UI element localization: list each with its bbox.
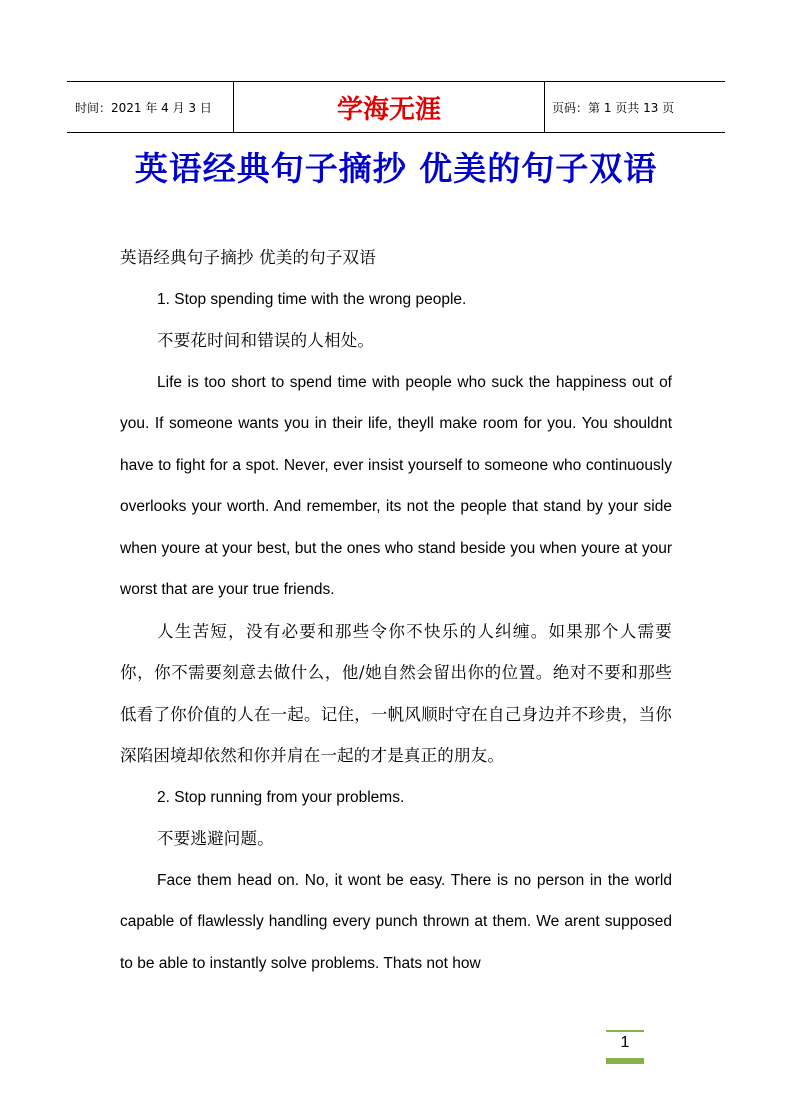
point-1-body: Life is too short to spend time with people who suck the happiness out of you. If someone wants you in their life, theyll make room for you. You shouldnt have to fight for a spot. Never, ever insist yourself to someone who continuously overlooks your worth. And remember, its not the people that stand by your side when youre at your best, but the ones who stand beside you when youre at your worst that are your true friends. (120, 373, 672, 598)
page-number-box (606, 1030, 644, 1065)
header-date: 时间：2021 年 4 月 3 日 (67, 82, 234, 132)
page-number-bottom-bar (606, 1058, 644, 1064)
point-2-translation: 不要逃避问题。 (157, 829, 274, 848)
header-page-info: 页码：第 1 页共 13 页 (552, 100, 675, 115)
point-1-translation: 不要花时间和错误的人相处。 (157, 331, 375, 350)
intro-heading: 英语经典句子摘抄 优美的句子双语 (120, 248, 376, 267)
point-1-body-translation: 人生苦短，没有必要和那些令你不快乐的人纠缠。如果那个人需要你，你不需要刻意去做什么，他/她自然会留出你的位置。绝对不要和那些低看了你价值的人在一起。记住，一帆风顺时守在自己身边并不珍贵，当你深陷困境却依然和你并肩在一起的才是真正的朋友。 (120, 621, 672, 765)
page-number-top-bar (606, 1030, 644, 1032)
page-number: 1 (620, 1034, 630, 1051)
header-brand: 学海无涯 (234, 82, 545, 132)
document-title: 英语经典句子摘抄 优美的句子双语 (134, 149, 658, 188)
page-header (67, 81, 725, 133)
document-body (120, 237, 672, 984)
point-2-body: Face them head on. No, it wont be easy. There is no person in the world capable of flawlessly handling every punch thrown at them. We arent supposed to be able to instantly solve problems. Thats not how (120, 871, 672, 972)
point-2-heading: 2. Stop running from your problems. (157, 788, 405, 806)
point-1-heading: 1. Stop spending time with the wrong people. (157, 290, 467, 308)
